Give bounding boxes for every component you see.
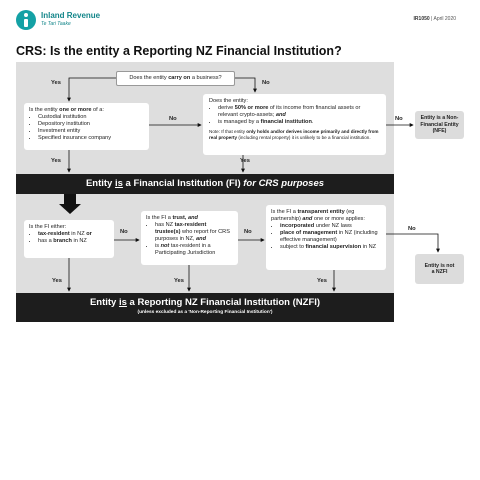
question-transparent-entity: Is the FI a transparent entity (eg partnership) and one or more applies: • incorporated under NZ laws • place of management in NZ (including effective management) • subject to financial supervision in NZ — [266, 205, 386, 270]
label-yes: Yes — [51, 158, 61, 164]
question-income-test: Does the entity: • derive 50% or more of its income from financial assets or relevant crypto-assets; and • is managed by a financial institution. Note: If that entity only holds and/or derives income primarily and directly from real property (including rental property) it is unlikely to be a financial institution. — [203, 94, 386, 155]
label-yes: Yes — [174, 278, 184, 284]
label-no: No — [169, 116, 177, 122]
doc-date: April 2020 — [433, 16, 456, 22]
label-no: No — [395, 116, 403, 122]
fi-banner: Entity is a Financial Institution (FI) for CRS purposes — [16, 174, 394, 194]
arrow-q1-no — [235, 78, 255, 92]
entity-type-item: • Custodial institution — [38, 114, 144, 121]
nzfi-banner: Entity is a Reporting NZ Financial Institution (NZFI) (unless excluded as a 'Non-Reporting Financial Institution') — [16, 293, 394, 322]
nzfi-banner-subtext: (unless excluded as a 'Non-Reporting Financial Institution') — [137, 310, 273, 315]
outcome-nfe: Entity is a Non-Financial Entity (NFE) — [415, 111, 464, 139]
org-name-maori: Te Tari Taake — [41, 21, 71, 27]
block-arrow-fi-down — [59, 194, 81, 214]
entity-type-item: • Investment entity — [38, 128, 144, 135]
doc-reference: IR1050 | April 2020 — [413, 16, 456, 22]
label-no: No — [120, 229, 128, 235]
label-yes: Yes — [52, 278, 62, 284]
label-yes: Yes — [51, 80, 61, 86]
label-yes: Yes — [240, 158, 250, 164]
entity-type-item: • Specified insurance company — [38, 135, 144, 142]
page-title: CRS: Is the entity a Reporting NZ Financial Institution? — [16, 44, 342, 58]
question-entity-types: Is the entity one or more of a: • Custodial institution • Depository institution • Investment entity • Specified insurance company — [24, 103, 149, 150]
question-trust: Is the FI a trust, and • has NZ tax-resident trustee(s) who report for CRS purposes in NZ, and • is not tax-resident in a Participating Jurisdiction — [141, 211, 238, 265]
arrow-q1-yes — [69, 78, 116, 101]
outcome-not-nzfi: Entity is not a NZFI — [415, 254, 464, 284]
income-test-note: Note: If that entity only holds and/or derives income primarily and directly from real property (including rental property) it is unlikely to be a financial institution. — [209, 129, 379, 140]
org-name: Inland Revenue — [41, 11, 101, 20]
question-carry-on-business: Does the entity carry on a business? — [116, 71, 235, 86]
label-no: No — [244, 229, 252, 235]
entity-type-item: • Depository institution — [38, 121, 144, 128]
label-no: No — [262, 80, 270, 86]
label-no: No — [408, 226, 416, 232]
question-fi-either: Is the FI either: • tax-resident in NZ or • has a branch in NZ — [24, 220, 114, 258]
doc-code: IR1050 — [413, 16, 430, 22]
arrow-q6-no — [386, 234, 438, 252]
label-yes: Yes — [317, 278, 327, 284]
